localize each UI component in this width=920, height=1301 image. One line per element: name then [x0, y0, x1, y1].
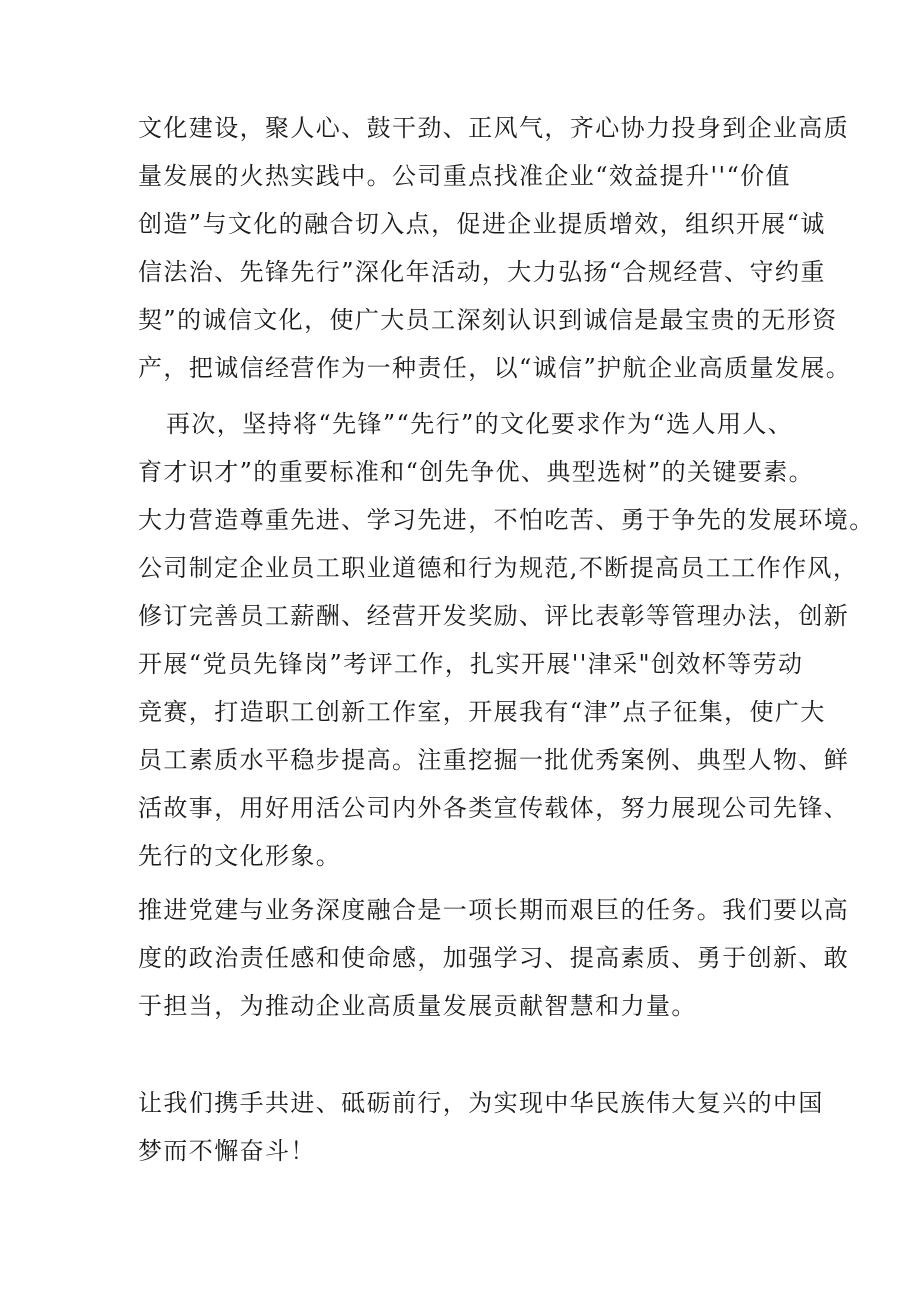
text-line: 育才识才”的重要标准和“创先争优、典型选树”的关键要素。 [138, 458, 815, 486]
text-line: 修订完善员工薪酬、经营开发奖励、评比表彰等管理办法，创新 [138, 602, 850, 630]
text-line: 竞赛，打造职工创新工作室，开展我有“津”点子征集，使广大 [138, 698, 826, 726]
text-line: 于担当，为推动企业高质量发展贡献智慧和力量。 [138, 992, 697, 1020]
paragraph-closing [138, 1079, 824, 1175]
text-line: 让我们携手共进、砥砺前行，为实现中华民族伟大复兴的中国 [138, 1089, 824, 1117]
text-line: 员工素质水平稳步提高。注重挖掘一批优秀案例、典型人物、鲜 [138, 746, 850, 774]
text-line: 创造”与文化的融合切入点，促进企业提质增效，组织开展“诚 [138, 210, 826, 238]
paragraph-integration [138, 886, 850, 1030]
text-line: 再次，坚持将“先锋”“先行”的文化要求作为“选人用人、 [166, 410, 794, 438]
text-line: 产，把诚信经营作为一种责任，以“诚信”护航企业高质量发展。 [138, 354, 852, 382]
text-line: 大力营造尊重先进、学习先进，不怕吃苦、勇于争先的发展环境。 [138, 506, 875, 534]
text-line: 梦而不懈奋斗！ [138, 1137, 316, 1165]
text-line: 信法治、先锋先行”深化年活动，大力弘扬“合规经营、守约重 [138, 258, 826, 286]
text-line: 契”的诚信文化，使广大员工深刻认识到诚信是最宝贵的无形资 [138, 306, 838, 334]
text-line: 量发展的火热实践中。公司重点找准企业“效益提升''“价值 [138, 162, 791, 190]
text-line: 先行的文化形象。 [138, 842, 342, 870]
paragraph-pioneer-standards [138, 400, 875, 880]
text-line: 推进党建与业务深度融合是一项长期而艰巨的任务。我们要以高 [138, 896, 850, 924]
text-line: 活故事，用好用活公司内外各类宣传载体，努力展现公司先锋、 [138, 794, 850, 822]
paragraph-culture-building [138, 104, 852, 392]
text-line: 文化建设，聚人心、鼓干劲、正风气，齐心协力投身到企业高质 [138, 114, 850, 142]
text-line: 开展“党员先锋岗”考评工作，扎实开展''津采"创效杯等劳动 [138, 650, 804, 678]
text-line: 度的政治责任感和使命感，加强学习、提高素质、勇于创新、敢 [138, 944, 850, 972]
text-line: 公司制定企业员工职业道德和行为规范,不断提高员工工作作风， [138, 554, 859, 582]
